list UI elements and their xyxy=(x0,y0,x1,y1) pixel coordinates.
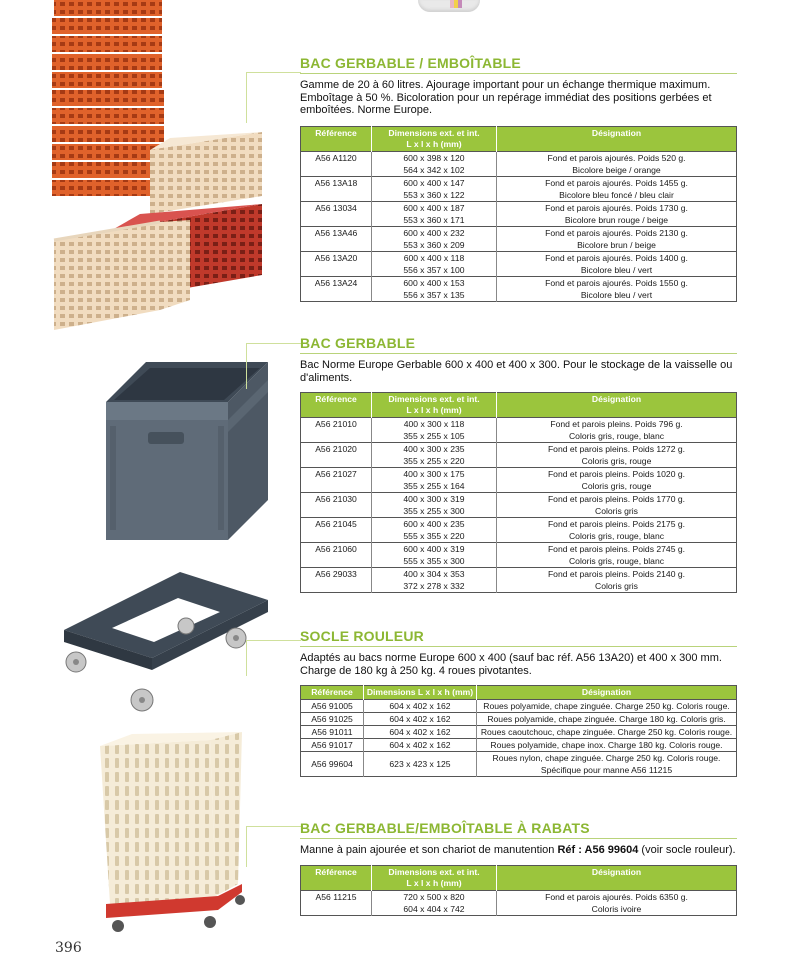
cell-dimensions: 400 x 304 x 353 372 x 278 x 332 xyxy=(372,568,497,593)
cell-designation: Fond et parois ajourés. Poids 1550 g. Bicolore bleu / vert xyxy=(497,276,737,301)
cell-designation: Fond et parois pleins. Poids 796 g. Coloris gris, rouge, blanc xyxy=(497,418,737,443)
section-title: BAC GERBABLE/EMBOÎTABLE À RABATS xyxy=(300,820,737,839)
dolly-image xyxy=(60,570,275,720)
cell-reference: A56 91017 xyxy=(301,739,364,752)
spec-table xyxy=(300,865,737,916)
header-reference: Référence xyxy=(301,126,372,151)
table-row xyxy=(301,493,737,518)
cell-designation: Fond et parois pleins. Poids 2140 g. Coloris gris xyxy=(497,568,737,593)
spec-table xyxy=(300,685,737,777)
cell-reference: A56 11215 xyxy=(301,890,372,915)
cell-dimensions: 604 x 402 x 162 xyxy=(364,726,477,739)
table-row xyxy=(301,543,737,568)
cell-dimensions: 400 x 300 x 118 355 x 255 x 105 xyxy=(372,418,497,443)
cell-dimensions: 600 x 400 x 118 556 x 357 x 100 xyxy=(372,251,497,276)
section-description: Bac Norme Europe Gerbable 600 x 400 et 400 x 300. Pour le stockage de la vaisselle ou d'aliments. xyxy=(300,359,733,384)
decorative-top-graphic xyxy=(418,0,480,12)
cell-reference: A56 91011 xyxy=(301,726,364,739)
cell-designation: Fond et parois ajourés. Poids 1455 g. Bicolore bleu foncé / bleu clair xyxy=(497,176,737,201)
cell-designation: Roues nylon, chape zinguée. Charge 250 kg. Coloris rouge. Spécifique pour manne A56 11215 xyxy=(477,752,737,777)
table-row xyxy=(301,568,737,593)
cell-dimensions: 600 x 400 x 147 553 x 360 x 122 xyxy=(372,176,497,201)
section-bac-a-rabats xyxy=(300,820,737,916)
stacked-crates-image xyxy=(40,0,280,345)
table-row xyxy=(301,890,737,915)
cell-reference: A56 13A18 xyxy=(301,176,372,201)
header-dimensions: Dimensions ext. et int. L x l x h (mm) xyxy=(372,126,497,151)
cell-reference: A56 13A24 xyxy=(301,276,372,301)
cell-reference: A56 29033 xyxy=(301,568,372,593)
table-row xyxy=(301,713,737,726)
cell-designation: Fond et parois pleins. Poids 1020 g. Coloris gris, rouge xyxy=(497,468,737,493)
cell-dimensions: 604 x 402 x 162 xyxy=(364,713,477,726)
section-bac-gerbable-emboitable xyxy=(300,55,737,302)
leader-line xyxy=(246,640,301,676)
header-dimensions: Dimensions ext. et int. L x l x h (mm) xyxy=(372,393,497,418)
header-designation: Désignation xyxy=(497,393,737,418)
header-designation: Désignation xyxy=(497,126,737,151)
table-row xyxy=(301,518,737,543)
cell-reference: A56 21027 xyxy=(301,468,372,493)
table-row xyxy=(301,418,737,443)
cell-designation: Fond et parois pleins. Poids 2745 g. Coloris gris, rouge, blanc xyxy=(497,543,737,568)
cell-dimensions: 720 x 500 x 820 604 x 404 x 742 xyxy=(372,890,497,915)
cell-dimensions: 604 x 402 x 162 xyxy=(364,700,477,713)
table-row xyxy=(301,700,737,713)
section-description: Manne à pain ajourée et son chariot de manutention Réf : A56 99604 (voir socle rouleur). xyxy=(300,844,736,856)
cell-dimensions: 600 x 400 x 187 553 x 360 x 171 xyxy=(372,201,497,226)
cell-designation: Fond et parois ajourés. Poids 1730 g. Bicolore brun rouge / beige xyxy=(497,201,737,226)
table-row xyxy=(301,251,737,276)
spec-table xyxy=(300,392,737,593)
section-description: Adaptés au bacs norme Europe 600 x 400 (sauf bac réf. A56 13A20) et 400 x 300 mm. Charge de 180 kg à 250 kg. 4 roues pivotantes. xyxy=(300,652,722,677)
cell-dimensions: 600 x 400 x 319 555 x 355 x 300 xyxy=(372,543,497,568)
cell-reference: A56 21020 xyxy=(301,443,372,468)
cell-designation: Fond et parois pleins. Poids 1770 g. Coloris gris xyxy=(497,493,737,518)
table-header-row xyxy=(301,126,737,151)
header-designation: Désignation xyxy=(477,686,737,700)
cell-reference: A56 91005 xyxy=(301,700,364,713)
cell-reference: A56 13034 xyxy=(301,201,372,226)
cell-designation: Roues polyamide, chape zinguée. Charge 250 kg. Coloris rouge. xyxy=(477,700,737,713)
cell-designation: Roues caoutchouc, chape zinguée. Charge 250 kg. Coloris rouge. xyxy=(477,726,737,739)
spec-table xyxy=(300,126,737,302)
cell-reference: A56 13A46 xyxy=(301,226,372,251)
cell-dimensions: 600 x 398 x 120 564 x 342 x 102 xyxy=(372,151,497,176)
cell-reference: A56 13A20 xyxy=(301,251,372,276)
table-row xyxy=(301,201,737,226)
cell-reference: A56 21030 xyxy=(301,493,372,518)
table-row xyxy=(301,468,737,493)
header-dimensions: Dimensions ext. et int. L x l x h (mm) xyxy=(372,865,497,890)
page-number: 396 xyxy=(55,940,82,956)
cell-dimensions: 400 x 300 x 175 355 x 255 x 164 xyxy=(372,468,497,493)
table-row xyxy=(301,443,737,468)
header-reference: Référence xyxy=(301,686,364,700)
cell-dimensions: 600 x 400 x 232 553 x 360 x 209 xyxy=(372,226,497,251)
table-header-row xyxy=(301,686,737,700)
cell-designation: Fond et parois pleins. Poids 2175 g. Coloris gris, rouge, blanc xyxy=(497,518,737,543)
bread-basket-image xyxy=(92,728,252,938)
section-title: BAC GERBABLE xyxy=(300,335,737,354)
cell-designation: Roues polyamide, chape zinguée. Charge 180 kg. Coloris gris. xyxy=(477,713,737,726)
section-description: Gamme de 20 à 60 litres. Ajourage important pour un échange thermique maximum. Emboîtage à 50 %. Bicoloration pour un repérage immédiat des positions gerbées et emboîtées. Norme Europe. xyxy=(300,79,712,116)
cell-reference: A56 21045 xyxy=(301,518,372,543)
header-dimensions: Dimensions L x l x h (mm) xyxy=(364,686,477,700)
cell-designation: Fond et parois ajourés. Poids 6350 g. Coloris ivoire xyxy=(497,890,737,915)
table-row xyxy=(301,151,737,176)
table-row xyxy=(301,726,737,739)
leader-line xyxy=(246,343,301,389)
header-designation: Désignation xyxy=(497,865,737,890)
cell-designation: Fond et parois ajourés. Poids 1400 g. Bicolore bleu / vert xyxy=(497,251,737,276)
table-header-row xyxy=(301,865,737,890)
table-row xyxy=(301,176,737,201)
cell-reference: A56 91025 xyxy=(301,713,364,726)
section-title: SOCLE ROULEUR xyxy=(300,628,737,647)
cell-dimensions: 400 x 300 x 235 355 x 255 x 220 xyxy=(372,443,497,468)
cell-dimensions: 600 x 400 x 235 555 x 355 x 220 xyxy=(372,518,497,543)
cell-designation: Fond et parois ajourés. Poids 2130 g. Bicolore brun / beige xyxy=(497,226,737,251)
section-title: BAC GERBABLE / EMBOÎTABLE xyxy=(300,55,737,74)
cell-designation: Roues polyamide, chape inox. Charge 180 kg. Coloris rouge. xyxy=(477,739,737,752)
cell-reference: A56 A1120 xyxy=(301,151,372,176)
leader-line xyxy=(246,72,301,123)
table-row xyxy=(301,752,737,777)
cell-dimensions: 623 x 423 x 125 xyxy=(364,752,477,777)
cell-designation: Fond et parois pleins. Poids 1272 g. Coloris gris, rouge xyxy=(497,443,737,468)
cell-dimensions: 604 x 402 x 162 xyxy=(364,739,477,752)
header-reference: Référence xyxy=(301,393,372,418)
cell-dimensions: 600 x 400 x 153 556 x 357 x 135 xyxy=(372,276,497,301)
cell-reference: A56 21010 xyxy=(301,418,372,443)
header-reference: Référence xyxy=(301,865,372,890)
table-header-row xyxy=(301,393,737,418)
table-row xyxy=(301,739,737,752)
section-bac-gerbable xyxy=(300,335,737,593)
section-socle-rouleur xyxy=(300,628,737,777)
cell-reference: A56 21060 xyxy=(301,543,372,568)
leader-line xyxy=(246,826,301,867)
cell-reference: A56 99604 xyxy=(301,752,364,777)
table-row xyxy=(301,276,737,301)
table-row xyxy=(301,226,737,251)
cell-designation: Fond et parois ajourés. Poids 520 g. Bicolore beige / orange xyxy=(497,151,737,176)
cell-dimensions: 400 x 300 x 319 355 x 255 x 300 xyxy=(372,493,497,518)
